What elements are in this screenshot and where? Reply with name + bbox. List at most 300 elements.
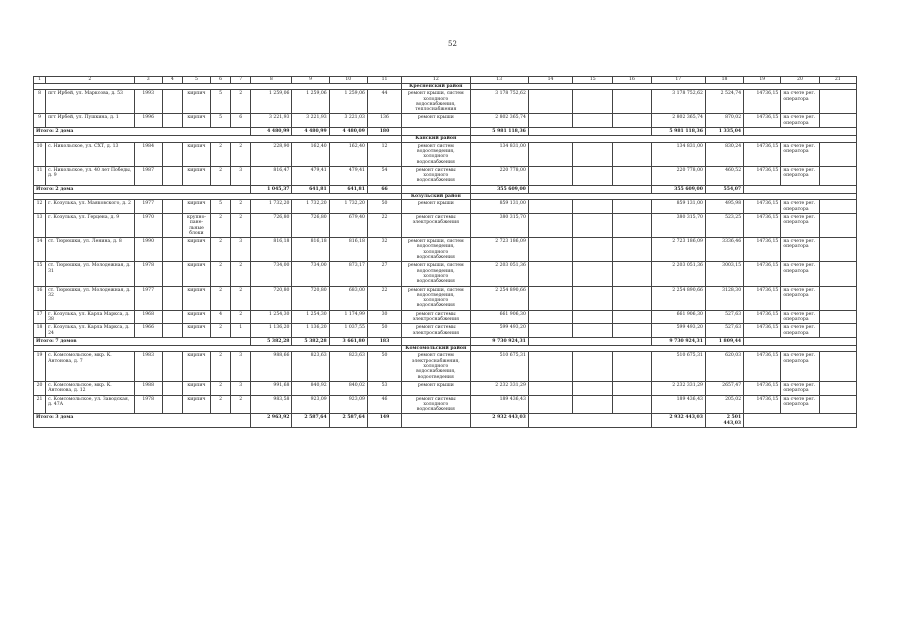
living-area: 4 480,99 — [292, 128, 329, 136]
wall-material: кирпич — [182, 310, 210, 324]
empty-cell — [162, 381, 182, 395]
work-types: ремонт крыши — [402, 114, 470, 128]
residents: 50 — [367, 352, 401, 381]
cost-total: 599 493,20 — [651, 324, 705, 338]
address: с. Комсомольское, ул. Заводская, д. 47А — [46, 395, 135, 414]
empty-cell — [744, 128, 857, 136]
empty-cell — [162, 395, 182, 414]
empty-cell — [573, 213, 613, 237]
build-year: 1990 — [134, 238, 162, 262]
living-area: 2 587,64 — [292, 414, 329, 428]
empty-cell — [573, 262, 613, 286]
living-area: 641,81 — [292, 185, 329, 193]
column-number-cell: 12 — [402, 77, 470, 84]
work-types: ремонт крыши, систем холодного водоснабжения, теплоснабжения — [402, 90, 470, 114]
address: ст. Тюрюшки, ул. Молодежная, д. 32 — [46, 286, 135, 310]
work-types: ремонт системы электроснабжения — [402, 310, 470, 324]
unit-cost: 870,02 — [705, 114, 743, 128]
funding-source: на счете рег. оператора — [781, 114, 819, 128]
empty-cell — [819, 142, 856, 166]
wall-material: крупно-пане-льные блоки — [182, 213, 210, 237]
cost-total: 2 802 365,74 — [651, 114, 705, 128]
empty-cell — [819, 395, 856, 414]
unit-cost: 554,07 — [705, 185, 743, 193]
wall-material: кирпич — [182, 200, 210, 214]
column-number-cell: 2 — [46, 77, 135, 84]
residents: 183 — [367, 337, 401, 345]
empty-cell — [573, 238, 613, 262]
empty-cell — [573, 200, 613, 214]
column-number-cell: 17 — [651, 77, 705, 84]
build-year: 1993 — [134, 90, 162, 114]
residents: 32 — [367, 238, 401, 262]
empty-cell — [162, 262, 182, 286]
residential-area: 1 174,99 — [329, 310, 367, 324]
repair-cost: 3 178 752,62 — [470, 90, 528, 114]
wall-material: кирпич — [182, 352, 210, 381]
residential-area: 840,02 — [329, 381, 367, 395]
row-number: 8 — [34, 90, 46, 114]
unit-cost: 523,25 — [705, 213, 743, 237]
empty-cell — [819, 166, 856, 185]
row-number: 18 — [34, 324, 46, 338]
row-number: 10 — [34, 142, 46, 166]
section-title: Козульский район — [402, 194, 470, 200]
empty-cell — [528, 114, 572, 128]
column-number-cell: 7 — [231, 77, 251, 84]
empty-cell — [162, 238, 182, 262]
empty-cell — [573, 381, 613, 395]
empty-cell — [162, 90, 182, 114]
floors: 5 — [211, 114, 231, 128]
empty-cell — [162, 114, 182, 128]
build-year: 1987 — [134, 166, 162, 185]
row-number: 19 — [34, 352, 46, 381]
empty-cell — [613, 213, 651, 237]
entrances: 3 — [231, 352, 251, 381]
address: ст. Тюрюшки, ул. Молодежная, д. 31 — [46, 262, 135, 286]
total-area: 816,18 — [251, 238, 292, 262]
living-area: 923,09 — [292, 395, 329, 414]
cost-limit: 14736,15 — [744, 114, 781, 128]
empty-cell — [162, 310, 182, 324]
empty-cell — [402, 185, 470, 193]
empty-cell — [613, 114, 651, 128]
empty-cell — [819, 381, 856, 395]
table-row — [34, 166, 857, 185]
column-number-row — [34, 77, 857, 84]
cost-limit: 14736,15 — [744, 200, 781, 214]
row-number: 12 — [34, 200, 46, 214]
column-number-cell: 13 — [470, 77, 528, 84]
empty-cell — [528, 90, 572, 114]
residential-area: 4 480,09 — [329, 128, 367, 136]
build-year: 1966 — [134, 324, 162, 338]
empty-cell — [528, 185, 651, 193]
residential-area: 816,18 — [329, 238, 367, 262]
floors: 2 — [211, 381, 231, 395]
cost-limit: 14736,15 — [744, 310, 781, 324]
funding-source: на счете рег. оператора — [781, 324, 819, 338]
section-title: Кресненский район — [402, 84, 470, 90]
residential-area: 3 661,80 — [329, 337, 367, 345]
unit-cost: 3003,15 — [705, 262, 743, 286]
residents: 66 — [367, 185, 401, 193]
residential-area: 479,41 — [329, 166, 367, 185]
address: г. Козулька, ул. Карла Маркса, д. 24 — [46, 324, 135, 338]
empty-cell — [744, 185, 857, 193]
funding-source: на счете рег. оператора — [781, 200, 819, 214]
residential-area: 873,17 — [329, 262, 367, 286]
unit-cost: 1 809,44 — [705, 337, 743, 345]
residential-area: 1 259,06 — [329, 90, 367, 114]
empty-cell — [819, 200, 856, 214]
repair-cost: 2 932 443,03 — [470, 414, 528, 428]
empty-cell — [573, 142, 613, 166]
address: с. Никольское, ул. 40 лет Победы, д. 9 — [46, 166, 135, 185]
table-row — [34, 90, 857, 114]
total-label: Итого: 2 дома — [34, 128, 251, 136]
unit-cost: 527,63 — [705, 324, 743, 338]
unit-cost: 3128,30 — [705, 286, 743, 310]
table-row — [34, 381, 857, 395]
page-number: 52 — [448, 40, 457, 48]
cost-limit: 14736,15 — [744, 352, 781, 381]
empty-cell — [613, 286, 651, 310]
floors: 2 — [211, 262, 231, 286]
empty-cell — [162, 142, 182, 166]
empty-cell — [573, 352, 613, 381]
repair-cost: 2 802 365,74 — [470, 114, 528, 128]
cost-limit: 14736,15 — [744, 238, 781, 262]
address: г. Козулька, ул. Герцена, д. 9 — [46, 213, 135, 237]
living-area: 1 254,30 — [292, 310, 329, 324]
row-number: 21 — [34, 395, 46, 414]
cost-total: 2 723 186,09 — [651, 238, 705, 262]
cost-total: 380 315,70 — [651, 213, 705, 237]
address: с. Комсомольское, мкр. К. Антонова, д. 7 — [46, 352, 135, 381]
column-number-cell: 21 — [819, 77, 856, 84]
living-area: 823,63 — [292, 352, 329, 381]
build-year: 1983 — [134, 352, 162, 381]
living-area: 162,40 — [292, 142, 329, 166]
floors: 4 — [211, 310, 231, 324]
residential-area: 923,09 — [329, 395, 367, 414]
floors: 2 — [211, 213, 231, 237]
cost-limit: 14736,15 — [744, 166, 781, 185]
living-area: 726,80 — [292, 213, 329, 237]
cost-total: 3 178 752,62 — [651, 90, 705, 114]
column-number-cell: 1 — [34, 77, 46, 84]
empty-cell — [402, 337, 470, 345]
empty-cell — [528, 128, 651, 136]
table-row — [34, 352, 857, 381]
cost-limit: 14736,15 — [744, 324, 781, 338]
column-number-cell: 14 — [528, 77, 572, 84]
unit-cost: 495,98 — [705, 200, 743, 214]
work-types: ремонт крыши — [402, 381, 470, 395]
work-types: ремонт системы холодного водоснабжения — [402, 395, 470, 414]
empty-cell — [162, 286, 182, 310]
empty-cell — [528, 414, 651, 428]
funding-source: на счете рег. оператора — [781, 286, 819, 310]
wall-material: кирпич — [182, 238, 210, 262]
repair-cost: 380 315,70 — [470, 213, 528, 237]
residents: 44 — [367, 90, 401, 114]
empty-cell — [528, 395, 572, 414]
work-types: ремонт системы холодного водоснабжения — [402, 166, 470, 185]
floors: 2 — [211, 142, 231, 166]
total-area: 1 732,20 — [251, 200, 292, 214]
empty-cell — [162, 352, 182, 381]
cost-limit: 14736,15 — [744, 213, 781, 237]
row-number: 16 — [34, 286, 46, 310]
funding-source: на счете рег. оператора — [781, 238, 819, 262]
unit-cost: 830,24 — [705, 142, 743, 166]
total-area: 734,00 — [251, 262, 292, 286]
cost-total: 9 730 924,31 — [651, 337, 705, 345]
entrances: 2 — [231, 213, 251, 237]
repair-registry-table — [33, 76, 857, 428]
empty-cell — [613, 200, 651, 214]
unit-cost: 2 501 443,03 — [705, 414, 743, 428]
table-row — [34, 200, 857, 214]
section-total-row — [34, 414, 857, 428]
address: г. Козулька, ул. Карла Маркса, д. 38 — [46, 310, 135, 324]
entrances: 2 — [231, 90, 251, 114]
cost-limit: 14736,15 — [744, 90, 781, 114]
empty-cell — [744, 414, 857, 428]
total-area: 1 045,37 — [251, 185, 292, 193]
column-number-cell: 8 — [251, 77, 292, 84]
empty-cell — [402, 414, 470, 428]
column-number-cell: 20 — [781, 77, 819, 84]
cost-limit: 14736,15 — [744, 142, 781, 166]
empty-cell — [402, 128, 470, 136]
cost-limit: 14736,15 — [744, 262, 781, 286]
repair-cost: 2 232 331,29 — [470, 381, 528, 395]
row-number: 17 — [34, 310, 46, 324]
residents: 54 — [367, 166, 401, 185]
empty-cell — [613, 395, 651, 414]
table-row — [34, 262, 857, 286]
empty-cell — [819, 324, 856, 338]
residents: 180 — [367, 128, 401, 136]
wall-material: кирпич — [182, 286, 210, 310]
repair-cost: 220 778,00 — [470, 166, 528, 185]
column-number-cell: 5 — [182, 77, 210, 84]
repair-cost: 510 675,31 — [470, 352, 528, 381]
column-number-cell: 16 — [613, 77, 651, 84]
repair-cost: 859 131,00 — [470, 200, 528, 214]
living-area: 3 221,93 — [292, 114, 329, 128]
wall-material: кирпич — [182, 114, 210, 128]
table-row — [34, 142, 857, 166]
total-area: 3 221,93 — [251, 114, 292, 128]
column-number-cell: 10 — [329, 77, 367, 84]
total-label: Итого: 3 дома — [34, 414, 251, 428]
living-area: 734,00 — [292, 262, 329, 286]
table-row — [34, 324, 857, 338]
cost-total: 355 609,00 — [651, 185, 705, 193]
repair-cost: 2 203 051,36 — [470, 262, 528, 286]
empty-cell — [573, 310, 613, 324]
cost-total: 2 232 331,29 — [651, 381, 705, 395]
living-area: 1 732,20 — [292, 200, 329, 214]
build-year: 1970 — [134, 213, 162, 237]
build-year: 1968 — [134, 310, 162, 324]
empty-cell — [162, 166, 182, 185]
column-number-cell: 9 — [292, 77, 329, 84]
total-area: 726,80 — [251, 213, 292, 237]
empty-cell — [573, 166, 613, 185]
column-number-cell: 19 — [744, 77, 781, 84]
funding-source: на счете рег. оператора — [781, 262, 819, 286]
empty-cell — [573, 324, 613, 338]
wall-material: кирпич — [182, 324, 210, 338]
table-row — [34, 395, 857, 414]
build-year: 1977 — [134, 286, 162, 310]
residential-area: 823,63 — [329, 352, 367, 381]
repair-cost: 2 254 890,66 — [470, 286, 528, 310]
empty-cell — [573, 395, 613, 414]
entrances: 1 — [231, 324, 251, 338]
empty-cell — [819, 90, 856, 114]
table-row — [34, 114, 857, 128]
residents: 27 — [367, 262, 401, 286]
residential-area: 679,40 — [329, 213, 367, 237]
repair-cost: 189 436,43 — [470, 395, 528, 414]
entrances: 2 — [231, 200, 251, 214]
cost-limit: 14736,15 — [744, 286, 781, 310]
section-title: Комсомольский район — [402, 346, 470, 352]
living-area: 1 259,06 — [292, 90, 329, 114]
funding-source: на счете рег. оператора — [781, 90, 819, 114]
work-types: ремонт системы электроснабжения — [402, 213, 470, 237]
empty-cell — [819, 310, 856, 324]
empty-cell — [162, 324, 182, 338]
total-area: 988,66 — [251, 352, 292, 381]
cost-limit: 14736,15 — [744, 381, 781, 395]
address: с. Никольское, ул. СХТ, д. 13 — [46, 142, 135, 166]
residents: 149 — [367, 414, 401, 428]
residents: 50 — [367, 200, 401, 214]
empty-cell — [613, 90, 651, 114]
total-area: 720,80 — [251, 286, 292, 310]
empty-cell — [819, 286, 856, 310]
empty-cell — [573, 90, 613, 114]
residential-area: 2 587,64 — [329, 414, 367, 428]
section-total-row — [34, 337, 857, 345]
build-year: 1984 — [134, 142, 162, 166]
cost-total: 134 831,00 — [651, 142, 705, 166]
cost-limit: 14736,15 — [744, 395, 781, 414]
build-year: 1978 — [134, 395, 162, 414]
funding-source: на счете рег. оператора — [781, 352, 819, 381]
repair-cost: 599 493,20 — [470, 324, 528, 338]
empty-cell — [528, 262, 572, 286]
floors: 5 — [211, 200, 231, 214]
table-row — [34, 286, 857, 310]
residents: 22 — [367, 213, 401, 237]
living-area: 720,80 — [292, 286, 329, 310]
entrances: 3 — [231, 381, 251, 395]
floors: 5 — [211, 90, 231, 114]
funding-source: на счете рег. оператора — [781, 142, 819, 166]
total-area: 816,47 — [251, 166, 292, 185]
section-total-row — [34, 128, 857, 136]
cost-total: 189 436,43 — [651, 395, 705, 414]
row-number: 20 — [34, 381, 46, 395]
wall-material: кирпич — [182, 90, 210, 114]
total-area: 228,90 — [251, 142, 292, 166]
residents: 46 — [367, 395, 401, 414]
section-title: Канский район — [402, 136, 470, 142]
empty-cell — [528, 238, 572, 262]
address: пгт Ирбей, ул. Марксова, д. 53 — [46, 90, 135, 114]
unit-cost: 205,02 — [705, 395, 743, 414]
funding-source: на счете рег. оператора — [781, 213, 819, 237]
cost-total: 661 906,30 — [651, 310, 705, 324]
cost-total: 2 932 443,03 — [651, 414, 705, 428]
row-number: 15 — [34, 262, 46, 286]
empty-cell — [613, 324, 651, 338]
repair-cost: 355 609,00 — [470, 185, 528, 193]
funding-source: на счете рег. оператора — [781, 381, 819, 395]
repair-cost: 2 723 186,09 — [470, 238, 528, 262]
living-area: 479,41 — [292, 166, 329, 185]
wall-material: кирпич — [182, 142, 210, 166]
living-area: 5 382,28 — [292, 337, 329, 345]
work-types: ремонт крыши, систем водоотведения, холодного водоснабжения — [402, 286, 470, 310]
wall-material: кирпич — [182, 381, 210, 395]
residential-area: 683,00 — [329, 286, 367, 310]
empty-cell — [819, 262, 856, 286]
unit-cost: 527,63 — [705, 310, 743, 324]
cost-total: 2 203 051,36 — [651, 262, 705, 286]
total-area: 1 259,06 — [251, 90, 292, 114]
total-area: 4 480,99 — [251, 128, 292, 136]
unit-cost: 3336,46 — [705, 238, 743, 262]
repair-cost: 661 906,30 — [470, 310, 528, 324]
cost-total: 2 254 890,66 — [651, 286, 705, 310]
entrances: 6 — [231, 114, 251, 128]
residents: 12 — [367, 142, 401, 166]
total-area: 991,68 — [251, 381, 292, 395]
address: ст. Тюрюшки, ул. Ленина, д. 8 — [46, 238, 135, 262]
total-area: 983,58 — [251, 395, 292, 414]
empty-cell — [819, 352, 856, 381]
living-area: 1 136,20 — [292, 324, 329, 338]
build-year: 1977 — [134, 200, 162, 214]
empty-cell — [528, 166, 572, 185]
entrances: 3 — [231, 166, 251, 185]
cost-total: 859 131,00 — [651, 200, 705, 214]
empty-cell — [613, 381, 651, 395]
cost-total: 220 778,00 — [651, 166, 705, 185]
unit-cost: 620,03 — [705, 352, 743, 381]
work-types: ремонт систем электроснабжения, холодного водоснабжения, водоотведения — [402, 352, 470, 381]
column-number-cell: 11 — [367, 77, 401, 84]
empty-cell — [613, 238, 651, 262]
empty-cell — [528, 352, 572, 381]
entrances: 2 — [231, 310, 251, 324]
total-area: 5 382,28 — [251, 337, 292, 345]
build-year: 1988 — [134, 381, 162, 395]
total-area: 1 254,30 — [251, 310, 292, 324]
empty-cell — [819, 213, 856, 237]
work-types: ремонт системы электроснабжения — [402, 324, 470, 338]
